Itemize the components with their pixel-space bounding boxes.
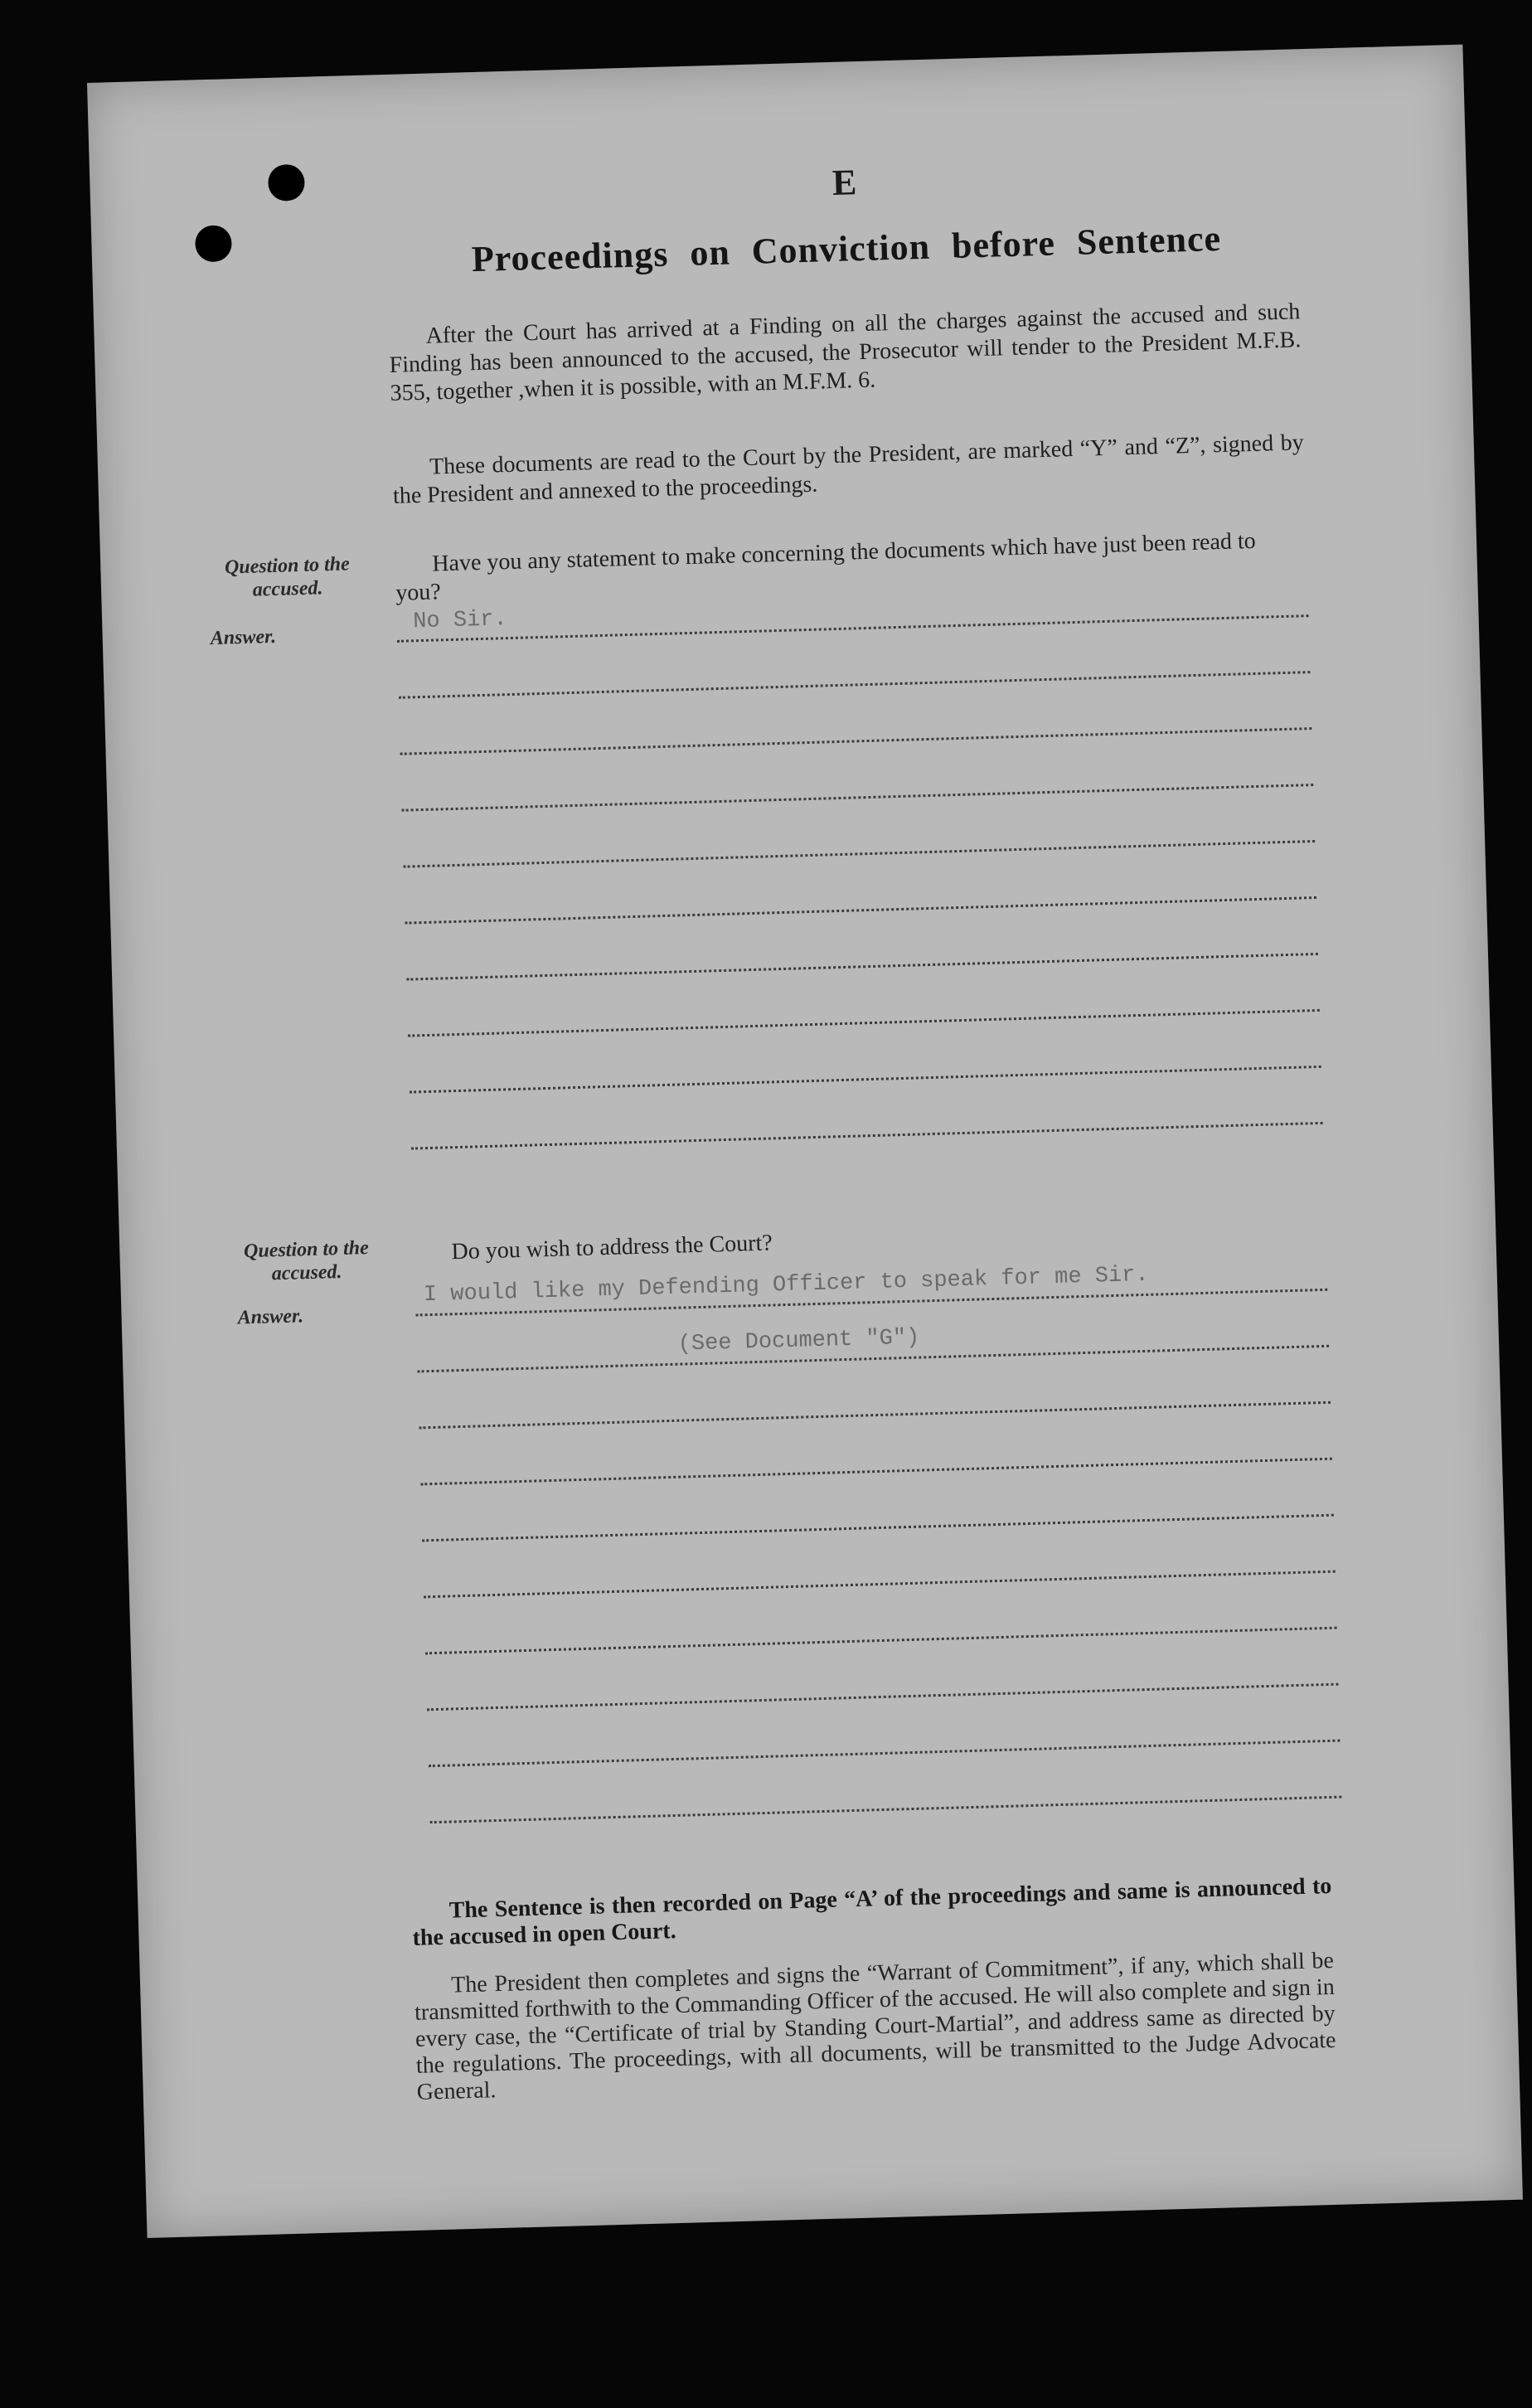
answer-2-line [429, 1740, 1340, 1768]
answer-2-line [425, 1627, 1337, 1655]
answer-1-line [399, 671, 1311, 699]
answer-1-line [410, 1066, 1321, 1094]
president-paragraph: The President then completes and signs the “Warrant of Commitment”, if any, which shall be transmitted forthwith to the Commanding Officer of the accused. He will also complete and sign in every case, the “Certificate of trial by Standing Court-Martial”, and address same as directed by the regulations. The proceedings, with all documents, will be transmitted to the Judge Advocate General. [414, 1947, 1336, 2105]
question-2-margin-label: Question to the accused. [243, 1237, 370, 1285]
punch-hole-top [268, 164, 305, 201]
answer-1-line [411, 1122, 1323, 1150]
question-1-text: Have you any statement to make concerning the documents which have just been read to you? [395, 527, 1257, 606]
answer-2-line [419, 1401, 1331, 1430]
answer-1-line [402, 784, 1314, 812]
sentence-paragraph: The Sentence is then recorded on Page “A’ of the proceedings and same is announced to the accused in open Court. [412, 1872, 1332, 1951]
answer-2-line [424, 1571, 1336, 1599]
answer-2-line [420, 1458, 1332, 1486]
answer-1-line [405, 896, 1316, 925]
answer-1-line [403, 840, 1315, 868]
answer-2-typed-line-1: I would like my Defending Officer to speak for me Sir. [423, 1262, 1150, 1308]
form-page [87, 45, 1523, 2238]
answer-2-line [427, 1683, 1339, 1711]
answer-2-line [430, 1796, 1342, 1824]
punch-hole-bottom [195, 225, 232, 262]
answer-1-line [406, 953, 1318, 981]
answer-2-label: Answer. [237, 1305, 304, 1329]
answer-1-line [400, 727, 1312, 755]
answer-1-label: Answer. [210, 625, 277, 650]
intro-paragraph-1: After the Court has arrived at a Finding on all the charges against the accused and such Finding has been announced to the accused, the Prosecutor will tender to the President M.F.B. 355, together ,when it is possible, with an M.F.M. 6. [389, 299, 1302, 406]
question-1-margin-label: Question to the accused. [224, 553, 351, 601]
answer-2-typed-line-2: (See Document "G") [677, 1325, 920, 1357]
answer-1-typed: No Sir. [412, 607, 508, 635]
page-title: Proceedings on Conviction before Sentence [471, 217, 1222, 280]
answer-1-line [397, 614, 1309, 643]
answer-2-line [422, 1514, 1334, 1542]
intro-paragraph-2: These documents are read to the Court by the President, are marked “Y” and “Z”, signed by the President and annexed to the proceedings. [392, 430, 1305, 509]
section-letter: E [831, 162, 858, 203]
question-2-text: Do you wish to address the Court? [451, 1230, 773, 1265]
answer-1-line [408, 1009, 1320, 1037]
